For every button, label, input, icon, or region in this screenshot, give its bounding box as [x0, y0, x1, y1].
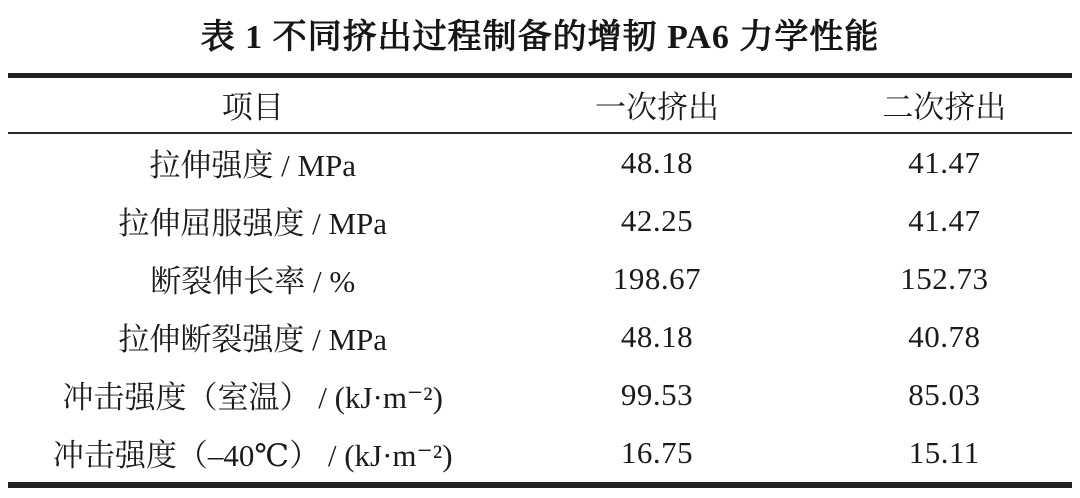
row-first-value: 198.67: [612, 260, 702, 296]
header-row: [8, 75, 1072, 133]
row-item-label: 拉伸断裂强度 / MPa: [118, 322, 388, 358]
row-first-value: 99.53: [620, 376, 694, 412]
table-row: [8, 250, 1072, 308]
table-row: [8, 366, 1072, 424]
column-header-first-extrusion: 一次挤出: [595, 90, 720, 126]
column-header-item: 项目: [221, 90, 284, 126]
row-item-label: 断裂伸长率 / %: [150, 264, 356, 300]
row-item-label: 冲击强度（室温） / (kJ·m⁻²): [62, 380, 443, 416]
table-row: [8, 192, 1072, 250]
row-first-value: 42.25: [620, 202, 694, 238]
mechanical-properties-table: [8, 73, 1072, 488]
table-figure: [8, 0, 1072, 488]
row-second-value: 85.03: [908, 376, 981, 412]
row-second-value: 15.11: [908, 434, 980, 470]
row-item-label: 拉伸强度 / MPa: [149, 148, 357, 184]
row-second-value: 152.73: [900, 260, 989, 296]
column-header-second-extrusion: 二次挤出: [882, 90, 1007, 126]
table-title: 表 1 不同挤出过程制备的增韧 PA6 力学性能: [200, 19, 880, 56]
row-second-value: 40.78: [908, 318, 981, 354]
row-second-value: 41.47: [908, 144, 981, 180]
table-row: [8, 133, 1072, 192]
row-item-label: 冲击强度（–40℃） / (kJ·m⁻²): [52, 438, 453, 474]
row-first-value: 48.18: [620, 318, 694, 354]
table-row: [8, 424, 1072, 485]
row-second-value: 41.47: [908, 202, 981, 238]
row-first-value: 48.18: [620, 144, 694, 180]
table-row: [8, 308, 1072, 366]
row-first-value: 16.75: [620, 434, 694, 470]
row-item-label: 拉伸屈服强度 / MPa: [118, 206, 388, 242]
